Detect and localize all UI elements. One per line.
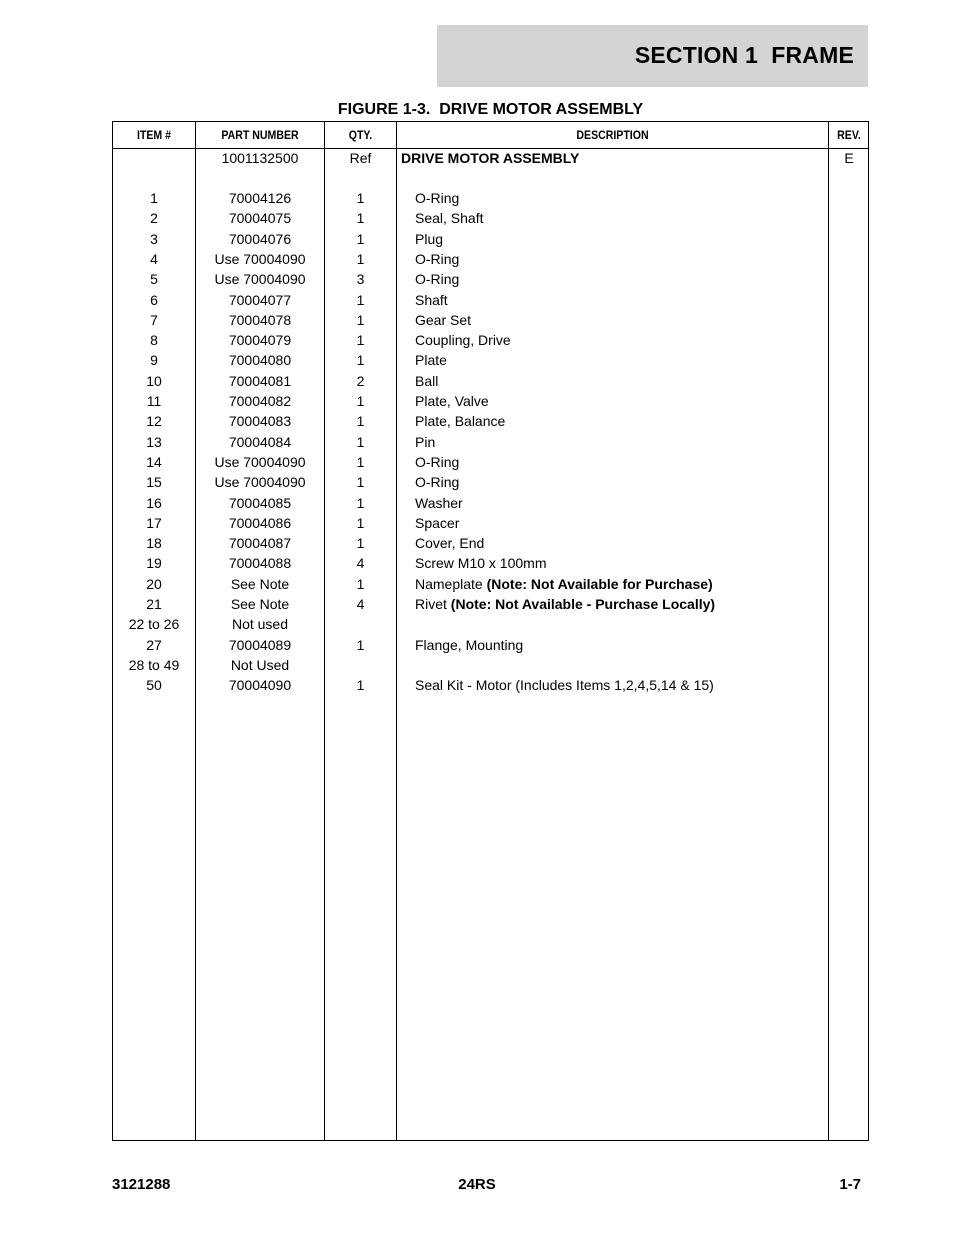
- part-number: 70004088: [228, 555, 292, 572]
- item-number: 8: [150, 332, 158, 349]
- table-row: [113, 432, 868, 452]
- item-number: 28 to 49: [128, 656, 180, 673]
- table-row: [113, 635, 868, 655]
- description: [415, 533, 841, 553]
- part-number: 70004077: [228, 291, 292, 308]
- description-text: O-Ring: [415, 474, 460, 491]
- item-number: 15: [146, 474, 162, 491]
- part-number: 70004089: [228, 636, 292, 653]
- quantity: 1: [356, 291, 365, 308]
- quantity: 2: [356, 372, 365, 389]
- quantity: 1: [356, 190, 365, 206]
- section-title: SECTION 1 FRAME: [634, 42, 854, 68]
- section-banner: [437, 25, 868, 87]
- part-number: 70004078: [228, 311, 292, 328]
- description: [415, 452, 841, 472]
- item-number: 20: [146, 575, 162, 592]
- description: [415, 371, 841, 391]
- table-row: [113, 249, 868, 269]
- description: [415, 330, 841, 350]
- item-number: 2: [150, 210, 158, 227]
- description-text: Cover, End: [415, 535, 485, 552]
- quantity: 1: [356, 514, 365, 531]
- item-number: 1: [150, 190, 158, 206]
- description-text: Plate: [415, 352, 447, 369]
- table-row: [113, 330, 868, 350]
- item-number: 12: [146, 413, 162, 430]
- description-text: Pin: [415, 433, 436, 450]
- item-number: 18: [146, 535, 162, 552]
- table-row: [113, 188, 868, 208]
- quantity: 1: [356, 393, 365, 409]
- description-text: Screw M10 x 100mm: [415, 555, 547, 572]
- item-number: 4: [150, 250, 158, 267]
- item-number: 9: [150, 352, 158, 369]
- description: [415, 350, 841, 370]
- part-number: 70004084: [228, 433, 292, 450]
- column-header-item: ITEM #: [136, 128, 172, 142]
- column-header-description: DESCRIPTION: [576, 128, 649, 142]
- part-number: Use 70004090: [214, 474, 306, 491]
- quantity: 1: [356, 535, 365, 552]
- part-number: 70004085: [228, 494, 292, 511]
- part-number: See Note: [230, 596, 290, 612]
- item-number: 21: [146, 596, 162, 612]
- table-row: [113, 229, 868, 249]
- part-number: 70004087: [228, 535, 292, 552]
- column-header-part-number: PART NUMBER: [221, 128, 299, 142]
- table-row: [113, 614, 868, 634]
- document-number: 3121288: [112, 1176, 171, 1193]
- description: [415, 493, 841, 513]
- table-row: [113, 513, 868, 533]
- quantity: 1: [356, 332, 365, 349]
- item-number: 10: [146, 372, 162, 389]
- description-text: Nameplate: [415, 575, 487, 592]
- table-row: [113, 553, 868, 573]
- quantity: 4: [356, 555, 365, 572]
- description: [415, 290, 841, 310]
- table-row: [113, 452, 868, 472]
- part-number: 70004081: [228, 372, 292, 389]
- item-number: 14: [146, 453, 162, 470]
- part-number: Not used: [231, 616, 289, 633]
- parts-table: [112, 121, 869, 1141]
- item-number: 7: [150, 311, 158, 328]
- description-note: (Note: Not Available - Purchase Locally): [450, 596, 716, 612]
- quantity: 1: [356, 250, 365, 267]
- table-row: [113, 574, 868, 594]
- description-text: Shaft: [415, 291, 448, 308]
- model-name: 24RS: [458, 1176, 496, 1193]
- description: [415, 391, 841, 411]
- description-text: Coupling, Drive: [415, 332, 511, 349]
- description: [415, 574, 841, 594]
- part-number: 70004079: [228, 332, 292, 349]
- description: [415, 310, 841, 330]
- part-number: 70004082: [228, 393, 292, 409]
- part-number: 70004075: [228, 210, 292, 227]
- description: [415, 249, 841, 269]
- quantity: 1: [356, 474, 365, 491]
- description: [415, 411, 841, 431]
- description-text: Ball: [415, 372, 439, 389]
- quantity: 1: [356, 413, 365, 430]
- part-number: Use 70004090: [214, 250, 306, 267]
- part-number: Not Used: [230, 656, 290, 673]
- quantity: 1: [356, 494, 365, 511]
- description: [415, 432, 841, 452]
- description: [415, 269, 841, 289]
- quantity: 1: [356, 453, 365, 470]
- column-header-qty: QTY.: [348, 128, 373, 142]
- assembly-description: DRIVE MOTOR ASSEMBLY: [401, 150, 580, 166]
- table-row: [113, 594, 868, 614]
- part-number: 70004126: [228, 190, 292, 206]
- description: [415, 635, 841, 655]
- description-note: (Note: Not Available for Purchase): [486, 575, 713, 592]
- description-text: Seal, Shaft: [415, 210, 484, 227]
- item-number: 17: [146, 514, 162, 531]
- description: [415, 208, 841, 228]
- description-text: Plate, Valve: [415, 393, 489, 409]
- table-row: [113, 655, 868, 675]
- description: [415, 472, 841, 492]
- assembly-row: [113, 148, 868, 168]
- quantity: Ref: [349, 150, 372, 166]
- table-row: [113, 493, 868, 513]
- description-text: Plug: [415, 230, 444, 247]
- part-number: Use 70004090: [214, 271, 306, 288]
- part-number: 70004080: [228, 352, 292, 369]
- part-number: 70004090: [228, 677, 292, 694]
- table-row: [113, 472, 868, 492]
- item-number: 50: [146, 677, 162, 694]
- table-row: [113, 675, 868, 695]
- description: [415, 229, 841, 249]
- quantity: 1: [356, 311, 365, 328]
- part-number: 70004076: [228, 230, 292, 247]
- description: [415, 553, 841, 573]
- description: [415, 594, 841, 614]
- table-row: [113, 350, 868, 370]
- item-number: 3: [150, 230, 158, 247]
- description-text: Washer: [415, 494, 463, 511]
- quantity: 1: [356, 636, 365, 653]
- quantity: 1: [356, 575, 365, 592]
- table-row: [113, 371, 868, 391]
- figure-title: FIGURE 1-3. DRIVE MOTOR ASSEMBLY: [337, 101, 644, 118]
- description-text: O-Ring: [415, 453, 460, 470]
- quantity: 1: [356, 230, 365, 247]
- description-text: O-Ring: [415, 190, 460, 206]
- description-text: O-Ring: [415, 271, 460, 288]
- item-number: 11: [146, 393, 162, 409]
- table-row: [113, 269, 868, 289]
- item-number: 22 to 26: [128, 616, 180, 633]
- quantity: 3: [356, 271, 365, 288]
- item-number: 5: [150, 271, 158, 288]
- table-row: [113, 411, 868, 431]
- revision: E: [844, 150, 854, 166]
- column-header-rev: REV.: [837, 128, 861, 142]
- description: [415, 188, 841, 208]
- part-number: 70004083: [228, 413, 292, 430]
- description: [415, 513, 841, 533]
- page-number: 1-7: [839, 1176, 861, 1193]
- description-text: Seal Kit - Motor (Includes Items 1,2,4,5,14 & 15): [415, 677, 714, 694]
- table-row: [113, 533, 868, 553]
- description-text: Flange, Mounting: [415, 636, 524, 653]
- description: [415, 675, 841, 695]
- item-number: 27: [146, 636, 162, 653]
- description-text: Spacer: [415, 514, 460, 531]
- table-row: [113, 310, 868, 330]
- part-number: See Note: [230, 575, 290, 592]
- table-row: [113, 208, 868, 228]
- description-text: Gear Set: [415, 311, 472, 328]
- part-number: 1001132500: [221, 150, 299, 166]
- quantity: 1: [356, 677, 365, 694]
- quantity: 1: [356, 210, 365, 227]
- table-row: [113, 290, 868, 310]
- description-text: O-Ring: [415, 250, 460, 267]
- description-text: Rivet: [415, 596, 451, 612]
- part-number: 70004086: [228, 514, 292, 531]
- item-number: 6: [150, 291, 158, 308]
- item-number: 16: [146, 494, 162, 511]
- item-number: 19: [146, 555, 162, 572]
- table-row: [113, 391, 868, 411]
- item-number: 13: [146, 433, 162, 450]
- description-text: Plate, Balance: [415, 413, 506, 430]
- quantity: 1: [356, 352, 365, 369]
- quantity: 4: [356, 596, 365, 612]
- quantity: 1: [356, 433, 365, 450]
- part-number: Use 70004090: [214, 453, 306, 470]
